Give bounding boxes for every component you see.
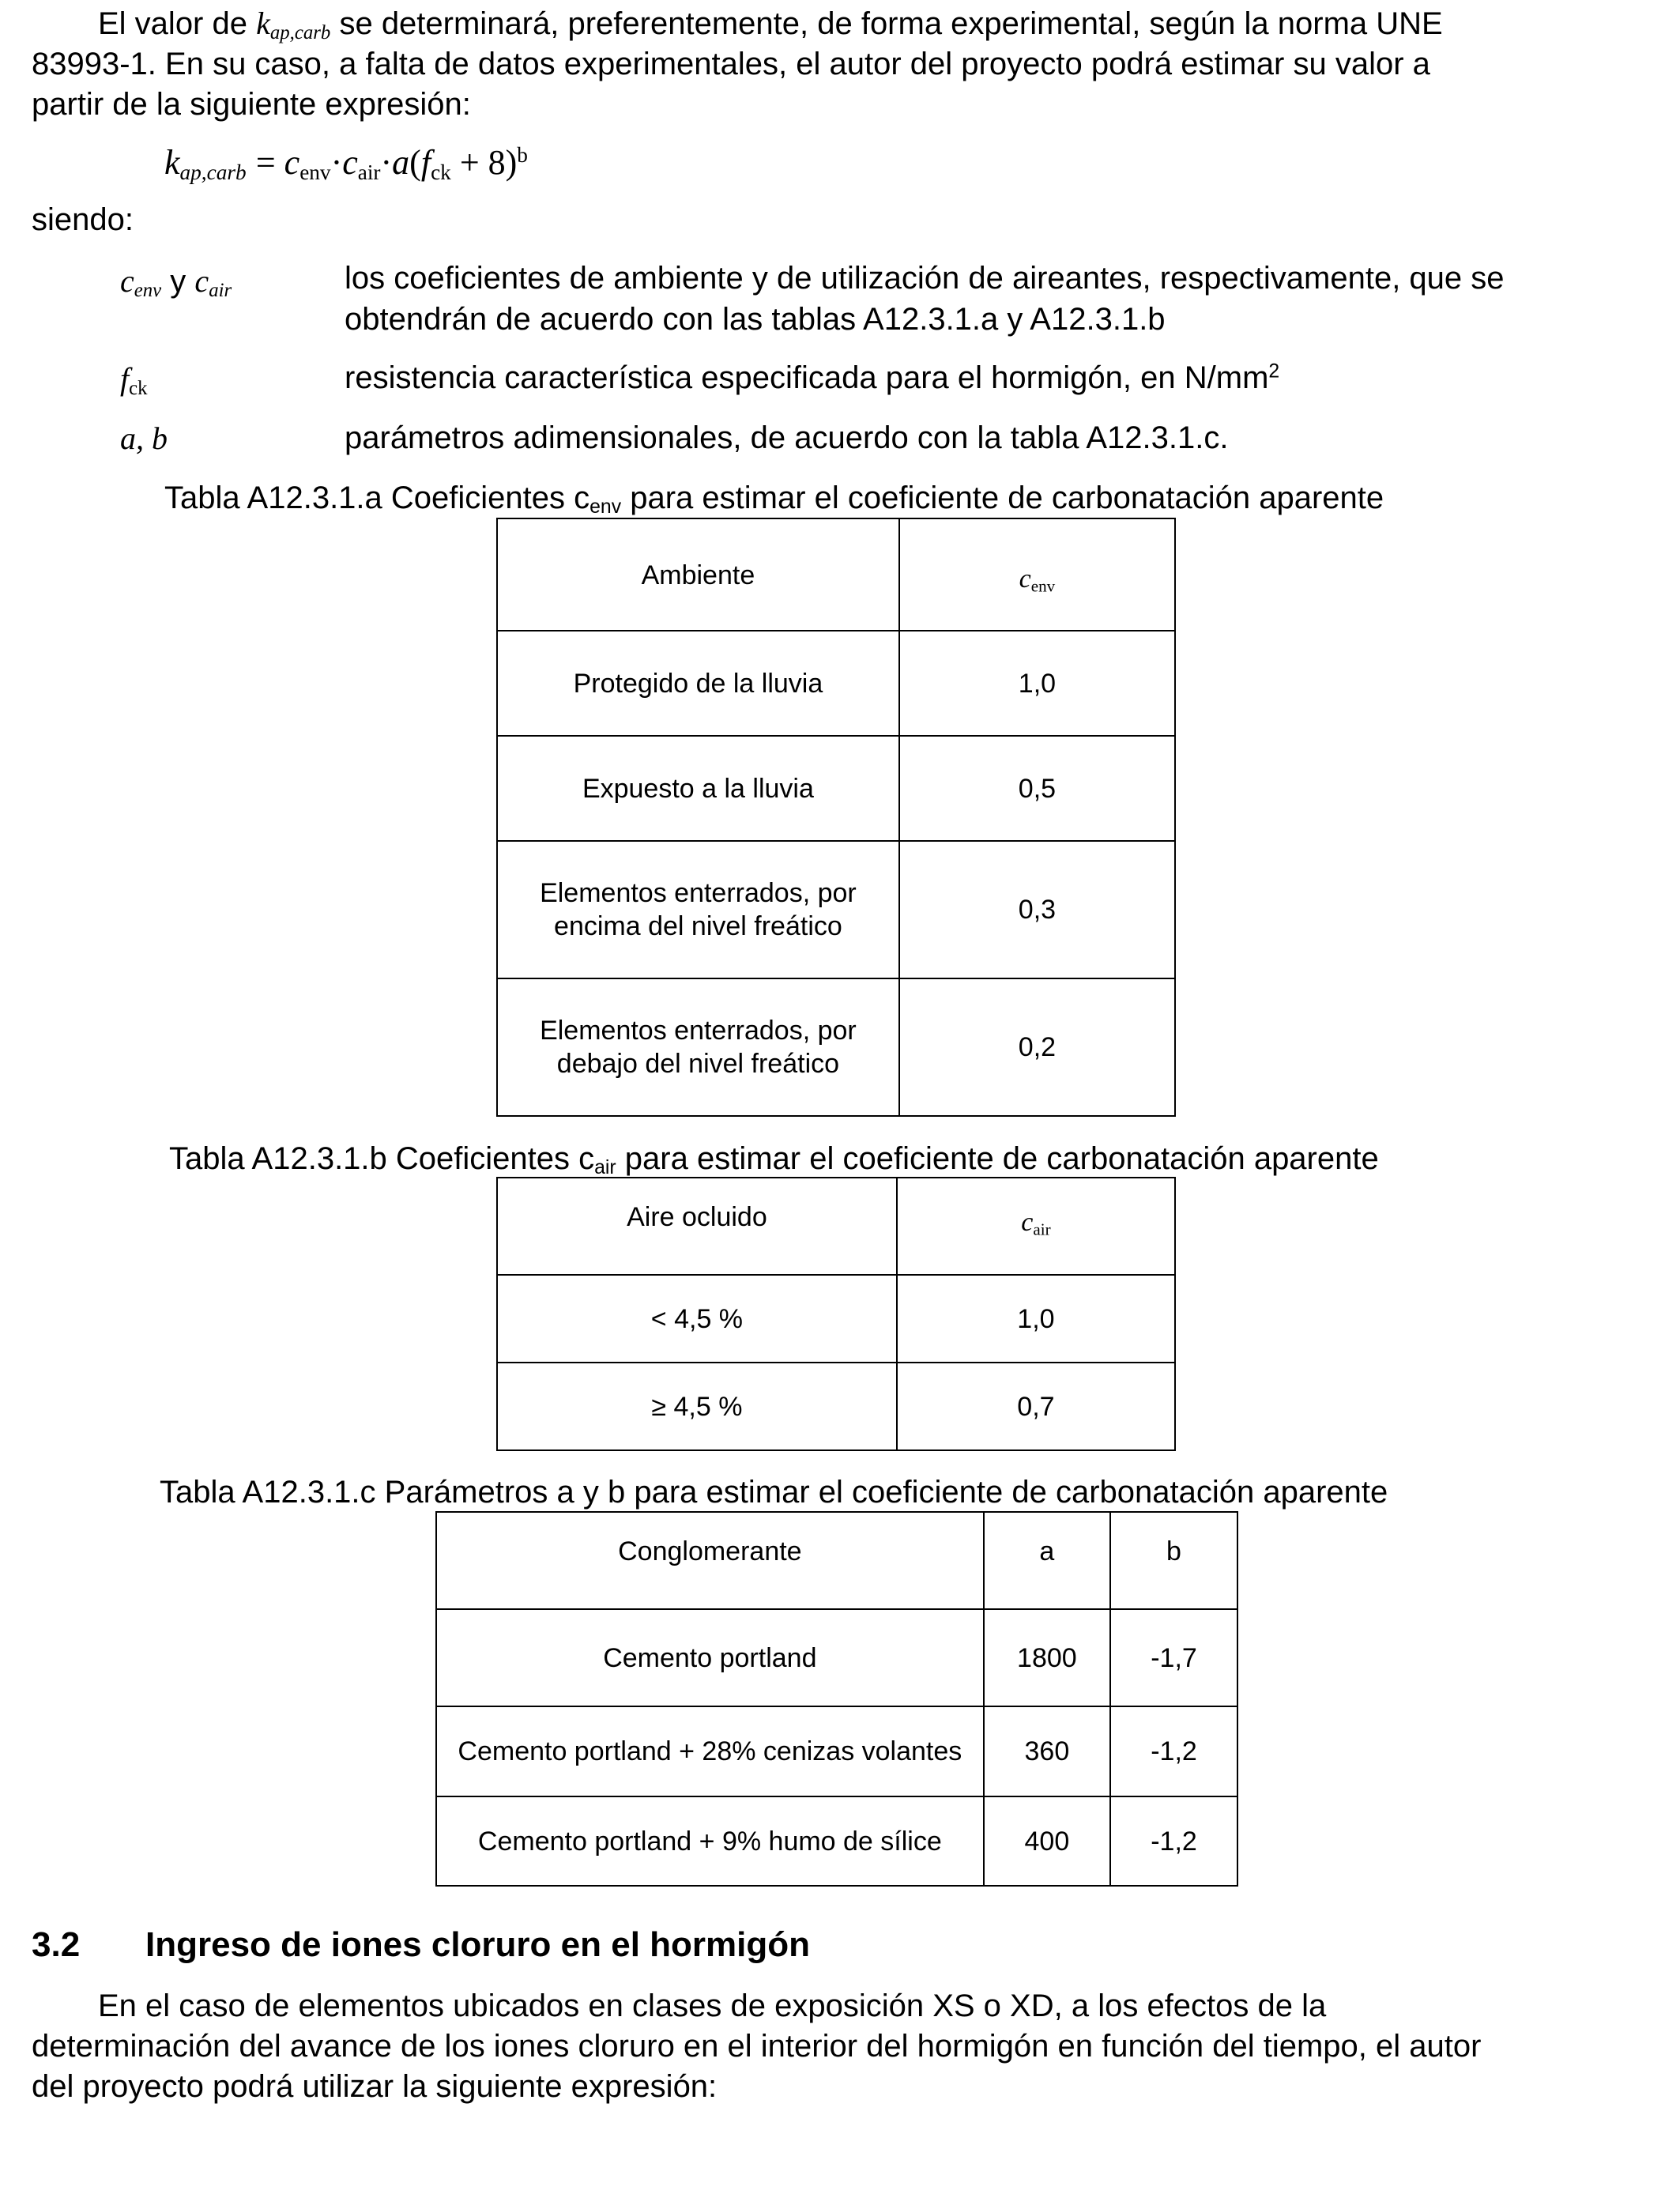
formula-k-sub: ap,carb [179,160,247,184]
formula-exponent: b [517,143,528,167]
section-paragraph-line-3: del proyecto podrá utilizar la siguiente expresión: [32,2069,718,2104]
section-title: Ingreso de iones cloruro en el hormigón [145,1925,811,1964]
cell-value: 1,0 [897,1275,1175,1363]
definition-text: los coeficientes de ambiente y de utilización de aireantes, respectivamente, que se [345,261,1505,296]
cell-b: -1,2 [1110,1706,1237,1796]
cell-conglomerante: Cemento portland [436,1609,984,1706]
table-a [496,518,1176,1117]
caption-text: para estimar el coeficiente de carbonatación aparente [616,1141,1379,1176]
intro-text: El valor de [98,6,247,41]
cell-a: 360 [984,1706,1110,1796]
caption-sub: air [594,1157,616,1179]
cell-text-line-2: debajo del nivel freático [556,1049,840,1079]
cell-text: Expuesto a la lluvia [582,773,814,804]
formula-paren: ( [409,143,421,182]
cell-ambiente [497,631,899,736]
c-air-sub: air [209,280,232,302]
header-cell-b: b [1110,1512,1237,1609]
table-row [497,978,1175,1116]
cell-text-line-2: encima del nivel freático [554,911,842,941]
header-cell-cair [897,1178,1175,1275]
c-env-sub: env [1030,576,1056,596]
cell-value: 0,7 [897,1363,1175,1450]
formula-c-env: c [284,143,300,182]
k-letter: k [256,6,270,41]
f-ck-sub: ck [129,378,148,400]
cell-text: Protegido de la lluvia [573,668,823,699]
table-b [496,1177,1176,1451]
join-word: y [161,264,195,299]
f-letter: f [120,361,130,397]
section-number: 3.2 [32,1925,81,1964]
definition-text: obtendrán de acuerdo con las tablas A12.3.1.a y A12.3.1.b [345,302,1166,337]
formula-dot: · [380,143,393,182]
intro-line-3: partir de la siguiente expresión: [32,87,471,122]
formula-c-env-sub: env [299,160,331,184]
caption-text: Tabla A12.3.1.a Coeficientes c [164,481,590,515]
cell-ambiente [497,736,899,841]
table-row [497,1275,1175,1363]
header-cell-conglomerante: Conglomerante [436,1512,984,1609]
formula-dot: · [330,143,343,182]
table-row [436,1609,1237,1706]
formula-eq: = [255,143,284,182]
table-row [436,1796,1237,1886]
formula-f: f [420,143,431,182]
siendo-label: siendo: [32,202,134,237]
cell-aire: ≥ 4,5 % [497,1363,897,1450]
definition-text [345,357,1279,398]
caption-text: Tabla A12.3.1.b Coeficientes c [169,1141,595,1176]
definition-symbol-ab: a, b [120,420,168,456]
formula-plus: + 8) [450,143,518,182]
c-air-sub: air [1033,1220,1051,1239]
c-letter: c [120,263,134,299]
cell-conglomerante: Cemento portland + 9% humo de sílice [436,1796,984,1886]
formula [164,142,528,183]
cell-b: -1,2 [1110,1796,1237,1886]
c-env-sub: env [134,280,162,302]
cell-text-line-1: Elementos enterrados, por [540,878,857,908]
formula-k: k [164,143,180,182]
section-paragraph-line-2: determinación del avance de los iones cloruro en el interior del hormigón en función del tiempo, el autor [32,2029,1482,2064]
definition-text: parámetros adimensionales, de acuerdo con la tabla A12.3.1.c. [345,420,1229,455]
table-header-row [497,518,1175,631]
header-cell-ambiente: Ambiente [497,518,899,631]
cell-a: 400 [984,1796,1110,1886]
cell-value: 0,5 [899,736,1175,841]
cell-a: 1800 [984,1609,1110,1706]
cell-aire: < 4,5 % [497,1275,897,1363]
section-paragraph-line-1: En el caso de elementos ubicados en clases de exposición XS o XD, a los efectos de la [98,1989,1327,2023]
table-a-caption [164,479,1384,517]
table-header-row [436,1512,1237,1609]
table-row [497,841,1175,978]
definition-text-main: resistencia característica especificada para el hormigón, en N/mm [345,360,1269,395]
header-cell-a: a [984,1512,1110,1609]
table-row [497,631,1175,736]
intro-text: se determinará, preferentemente, de forma experimental, según la norma UNE [339,6,1443,41]
caption-text: para estimar el coeficiente de carbonatación aparente [621,481,1384,515]
intro-line-1 [98,3,1443,44]
formula-c-air: c [342,143,358,182]
definition-symbol-fck [120,359,148,400]
cell-value: 0,2 [899,978,1175,1116]
cell-conglomerante: Cemento portland + 28% cenizas volantes [436,1706,984,1796]
superscript: 2 [1268,360,1280,383]
table-row [436,1706,1237,1796]
header-cell-aire: Aire ocluido [497,1178,897,1275]
table-b-caption [169,1140,1379,1178]
definition-symbol-c [120,261,232,302]
k-symbol [256,6,331,44]
k-subscript: ap,carb [269,22,331,44]
table-header-row [497,1178,1175,1275]
table-c-caption: Tabla A12.3.1.c Parámetros a y b para estimar el coeficiente de carbonatación aparente [160,1475,1388,1510]
intro-line-2: 83993-1. En su caso, a falta de datos experimentales, el autor del proyecto podrá estimar su valor a [32,47,1430,81]
formula-f-sub: ck [431,160,451,184]
formula-c-air-sub: air [357,160,381,184]
cell-ambiente [497,841,899,978]
cell-b: -1,7 [1110,1609,1237,1706]
cell-text-line-1: Elementos enterrados, por [540,1016,857,1046]
cell-value: 0,3 [899,841,1175,978]
formula-a: a [392,143,410,182]
c-letter: c [194,263,209,299]
table-row [497,736,1175,841]
c-letter: c [1021,1208,1034,1237]
c-letter: c [1019,564,1031,594]
table-c [435,1511,1238,1887]
header-cell-cenv [899,518,1175,631]
cell-ambiente [497,978,899,1116]
caption-sub: env [590,496,622,518]
table-row [497,1363,1175,1450]
cell-value: 1,0 [899,631,1175,736]
